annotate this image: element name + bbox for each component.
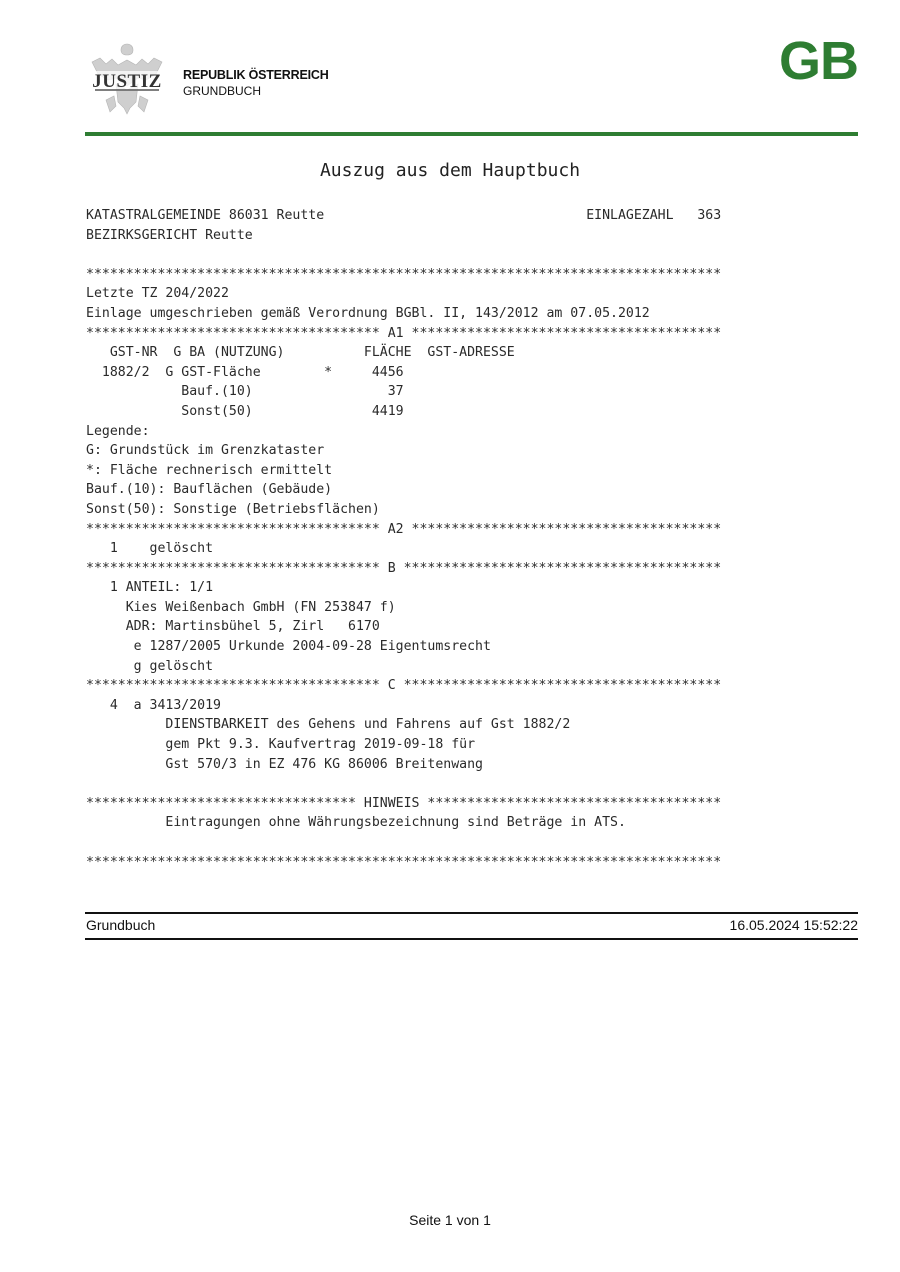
register-line: ******************************************************************************** [86,266,722,282]
register-line: ******************************************************************************** [86,854,722,870]
register-line: g gelöscht [86,658,214,674]
register-line: DIENSTBARKEIT des Gehens und Fahrens auf Gst 1882/2 [86,717,571,733]
justiz-logo-text: JUSTIZ [92,71,162,92]
register-line: Sonst(50): Sonstige (Betriebsflächen) [86,501,380,517]
footer-timestamp: 16.05.2024 15:52:22 [729,917,858,933]
register-line: G: Grundstück im Grenzkataster [86,443,325,459]
register-line: ************************************* B **************************************** [86,560,722,576]
register-line: ********************************** HINWEIS ************************************* [86,795,722,811]
republik-label: REPUBLIK ÖSTERREICH [183,68,329,82]
register-line: BEZIRKSGERICHT Reutte [86,227,253,243]
register-line: ************************************* A1 *************************************** [86,325,722,341]
register-line: 1 gelöscht [86,541,214,557]
register-line: Sonst(50) 4419 [86,403,404,419]
register-line: Bauf.(10) 37 [86,384,404,400]
register-excerpt [86,206,721,872]
footer-divider-top [85,912,858,914]
register-line: Einlage umgeschrieben gemäß Verordnung BGBl. II, 143/2012 am 07.05.2012 [86,305,650,321]
document-title: Auszug aus dem Hauptbuch [319,160,581,181]
register-line: Bauf.(10): Bauflächen (Gebäude) [86,482,333,498]
register-line: KATASTRALGEMEINDE 86031 Reutte EINLAGEZAHL 363 [86,208,722,223]
register-line: 1 ANTEIL: 1/1 [86,580,214,596]
register-line: ADR: Martinsbühel 5, Zirl 6170 [86,619,380,635]
grundbuch-label: GRUNDBUCH [183,84,261,98]
register-line: Kies Weißenbach GmbH (FN 253847 f) [86,599,396,615]
register-line [86,774,721,794]
register-line [86,245,721,265]
register-line [86,833,721,853]
register-line: *: Fläche rechnerisch ermittelt [86,462,333,478]
register-line: ************************************* A2 *************************************** [86,521,722,537]
footer-divider-bottom [85,938,858,940]
register-line: 4 a 3413/2019 [86,697,221,713]
register-line: GST-NR G BA (NUTZUNG) FLÄCHE GST-ADRESSE [86,345,515,361]
gb-mark: GB [779,31,858,91]
justiz-logo [86,40,168,118]
footer-label: Grundbuch [86,917,156,933]
register-line: Eintragungen ohne Währungsbezeichnung sind Beträge in ATS. [86,815,626,831]
register-line: ************************************* C **************************************** [86,678,722,694]
page-number: Seite 1 von 1 [409,1212,491,1228]
register-line: Legende: [86,423,150,439]
register-line: 1882/2 G GST-Fläche * 4456 [86,364,404,380]
register-line: Gst 570/3 in EZ 476 KG 86006 Breitenwang [86,756,483,772]
register-line: Letzte TZ 204/2022 [86,286,229,302]
header-divider [85,132,858,136]
register-line: gem Pkt 9.3. Kaufvertrag 2019-09-18 für [86,737,476,753]
register-line: e 1287/2005 Urkunde 2004-09-28 Eigentumsrecht [86,639,491,655]
